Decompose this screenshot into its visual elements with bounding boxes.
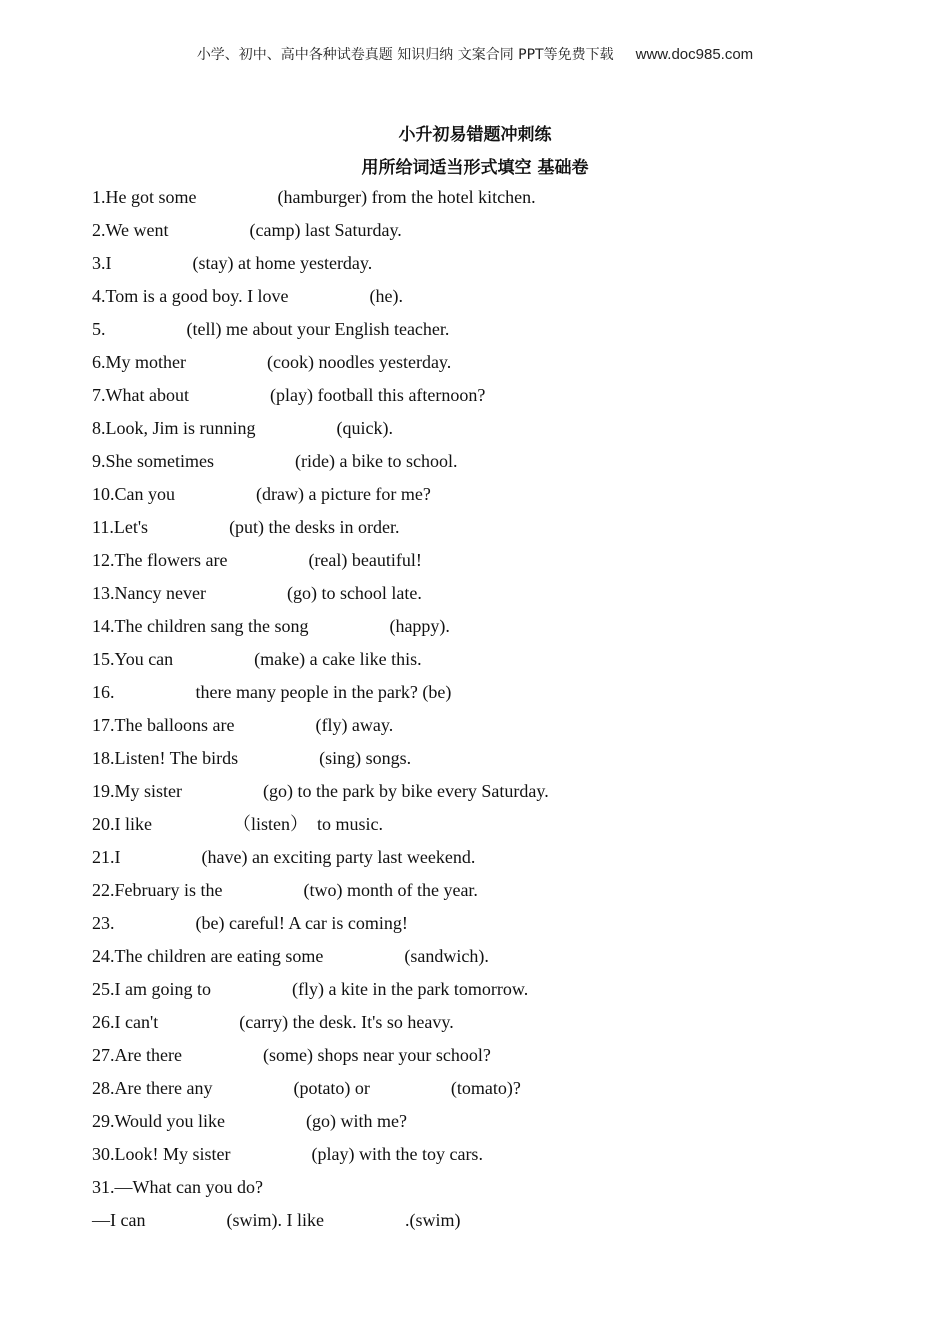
question-item: 30.Look! My sister (play) with the toy cars. [92, 1144, 483, 1164]
question-item: 5. (tell) me about your English teacher. [92, 319, 450, 339]
question-item: 16. there many people in the park? (be) [92, 682, 452, 702]
question-item: 7.What about (play) football this afternoon? [92, 385, 486, 405]
question-item: 14.The children sang the song (happy). [92, 616, 450, 636]
question-item: 28.Are there any (potato) or (tomato)? [92, 1078, 521, 1098]
question-item: 24.The children are eating some (sandwich). [92, 946, 489, 966]
question-item: 26.I can't (carry) the desk. It's so heavy. [92, 1012, 454, 1032]
question-item: 8.Look, Jim is running (quick). [92, 418, 393, 438]
question-item: 22.February is the (two) month of the year. [92, 880, 478, 900]
header-text: 小学、初中、高中各种试卷真题 知识归纳 文案合同 PPT等免费下载 [196, 47, 614, 63]
page-title: 小升初易错题冲刺练 [398, 125, 552, 145]
question-item: 12.The flowers are (real) beautiful! [92, 550, 422, 570]
question-list [92, 184, 912, 1240]
question-item: 19.My sister (go) to the park by bike every Saturday. [92, 781, 549, 801]
question-item: 18.Listen! The birds (sing) songs. [92, 748, 412, 768]
question-item: 23. (be) careful! A car is coming! [92, 913, 408, 933]
header-site: www.doc985.com [635, 46, 754, 63]
question-item: 25.I am going to (fly) a kite in the park tomorrow. [92, 979, 529, 999]
question-item: 27.Are there (some) shops near your school? [92, 1045, 491, 1065]
question-item: 31.—What can you do? [92, 1177, 263, 1197]
question-item: 15.You can (make) a cake like this. [92, 649, 422, 669]
question-item: 4.Tom is a good boy. I love (he). [92, 286, 404, 306]
question-item: —I can (swim). I like .(swim) [92, 1210, 461, 1230]
question-item: 20.I like （listen） to music. [92, 814, 383, 834]
question-item: 2.We went (camp) last Saturday. [92, 220, 402, 240]
question-item: 9.She sometimes (ride) a bike to school. [92, 451, 458, 471]
question-item: 21.I (have) an exciting party last weekend. [92, 847, 476, 867]
page-header [0, 44, 950, 64]
question-item: 13.Nancy never (go) to school late. [92, 583, 422, 603]
question-item: 17.The balloons are (fly) away. [92, 715, 394, 735]
question-item: 11.Let's (put) the desks in order. [92, 517, 400, 537]
question-item: 6.My mother (cook) noodles yesterday. [92, 352, 452, 372]
question-item: 1.He got some (hamburger) from the hotel kitchen. [92, 187, 536, 207]
question-item: 29.Would you like (go) with me? [92, 1111, 408, 1131]
page-subtitle: 用所给词适当形式填空 基础卷 [361, 158, 589, 178]
question-item: 3.I (stay) at home yesterday. [92, 253, 373, 273]
question-item: 10.Can you (draw) a picture for me? [92, 484, 431, 504]
